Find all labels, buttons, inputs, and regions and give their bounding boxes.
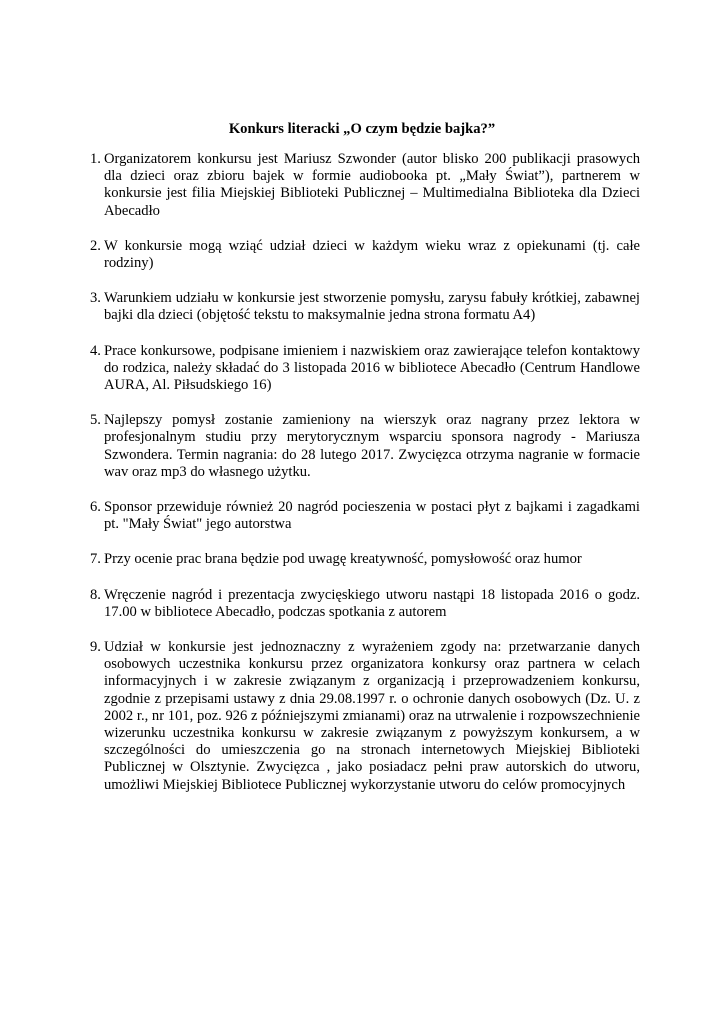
rule-item <box>90 551 640 568</box>
rule-text: Warunkiem udziału w konkursie jest stworzenie pomysłu, zarysu fabuły krótkiej, zabawnej bajki dla dzieci (objętość tekstu to maksymalnie jedna strona formatu A4) <box>104 290 640 324</box>
rule-item <box>90 238 640 272</box>
rule-number: 1. <box>90 151 101 167</box>
rules-list <box>90 151 640 812</box>
rule-item <box>90 499 640 533</box>
rule-text: Przy ocenie prac brana będzie pod uwagę kreatywność, pomysłowość oraz humor <box>104 551 582 568</box>
rule-number: 2. <box>90 237 101 254</box>
rule-text: W konkursie mogą wziąć udział dzieci w każdym wieku wraz z opiekunami (tj. całe rodziny) <box>104 237 640 272</box>
rule-text: Organizatorem konkursu jest Mariusz Szwonder (autor blisko 200 publikacji prasowych dla dzieci oraz zbioru bajek w formie audiobooka pt. „Mały Świat”), partnerem w konkursie jest filia Miejskiej Biblioteki Publicznej – Multimedialna Biblioteka dla Dzieci Abecadło <box>104 151 640 219</box>
rule-number: 7. <box>90 551 101 568</box>
rule-number: 3. <box>90 290 101 307</box>
document-title: Konkurs literacki „O czym będzie bajka?” <box>228 121 496 137</box>
rule-text: Prace konkursowe, podpisane imieniem i nazwiskiem oraz zawierające telefon kontaktowy do rodzica, należy składać do 3 listopada 2016 w bibliotece Abecadło (Centrum Handlowe AURA, Al. Piłsudskiego 16) <box>104 342 640 394</box>
rule-item <box>90 412 640 481</box>
rule-text: Udział w konkursie jest jednoznaczny z wyrażeniem zgody na: przetwarzanie danych osobowych uczestnika konkursu przez organizatora konkursy oraz partnera w celach informacyjnych i w zakresie związanym z organizacją i przeprowadzeniem konkursu, zgodnie z przepisami ustawy z dnia 29.08.1997 r. o ochronie danych osobowych (Dz. U. z 2002 r., nr 101, poz. 926 z późniejszymi zmianami) oraz na utrwalenie i rozpowszechnienie wizerunku uczestnika konkursu w zakresie związanym z powyższym konkursem, a w szczególności do umieszczenia go na stronach internetowych Miejskiej Biblioteki Publicznej w Olsztynie. Zwycięzca , jako posiadacz pełni praw autorskich do utworu, umożliwi Miejskiej Bibliotece Publicznej wykorzystanie utworu do celów promocyjnych <box>104 639 640 793</box>
rule-number: 9. <box>90 639 101 656</box>
rule-item <box>90 639 640 794</box>
rule-item <box>90 151 640 220</box>
rule-item <box>90 290 640 324</box>
rule-number: 4. <box>90 342 101 359</box>
rule-item <box>90 587 640 621</box>
rule-text: Sponsor przewiduje również 20 nagród pocieszenia w postaci płyt z bajkami i zagadkami pt. "Mały Świat" jego autorstwa <box>104 499 640 533</box>
rule-number: 6. <box>90 499 101 516</box>
rule-text: Najlepszy pomysł zostanie zamieniony na wierszyk oraz nagrany przez lektora w profesjonalnym studiu przy merytorycznym wsparciu sponsora nagrody - Mariusza Szwondera. Termin nagrania: do 28 lutego 2017. Zwycięzca otrzyma nagranie w formacie wav oraz mp3 do własnego użytku. <box>104 412 640 480</box>
rule-number: 8. <box>90 586 101 603</box>
rule-text: Wręczenie nagród i prezentacja zwycięskiego utworu nastąpi 18 listopada 2016 o godz. 17.00 w bibliotece Abecadło, podczas spotkania z autorem <box>104 586 640 620</box>
rule-number: 5. <box>90 412 101 429</box>
rule-item <box>90 343 640 395</box>
